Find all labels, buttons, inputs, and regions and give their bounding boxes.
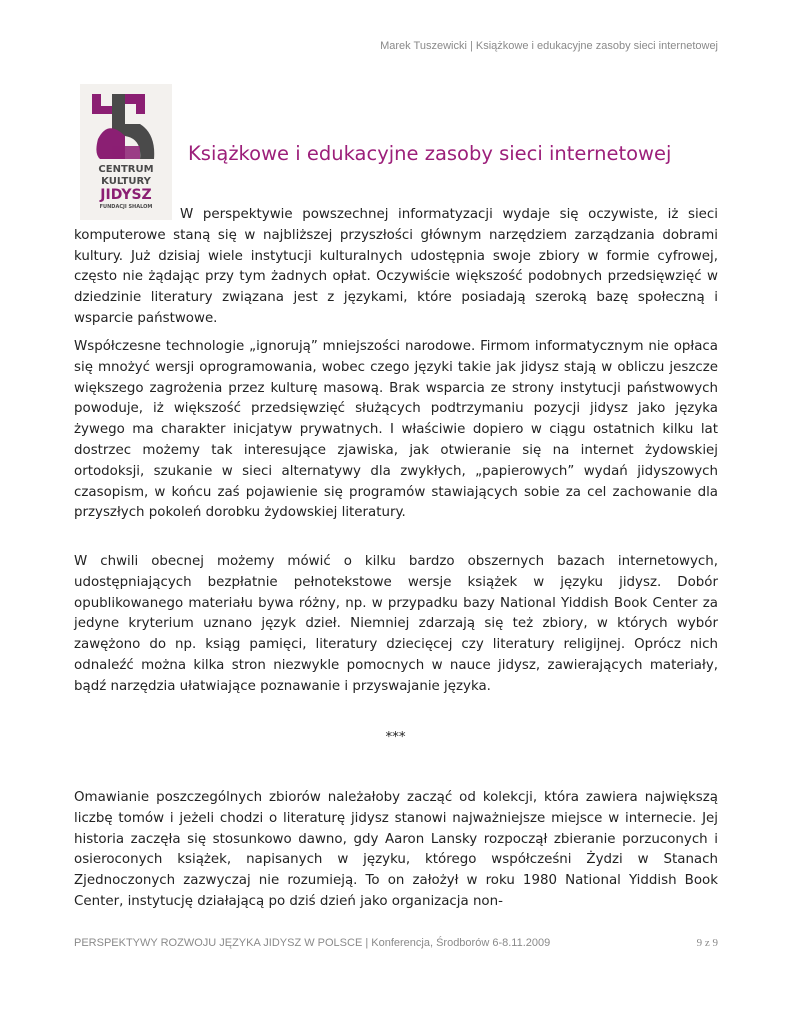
paragraph-2: Współczesne technologie „ignorują” mniejszości narodowe. Firmom informatycznym nie opłaca się mnożyć wersji oprogramowania, wobec czego języki takie jak jidysz stają w obliczu jeszcze większego zagrożenia przez kulturę masową. Brak wsparcia ze strony instytucji państwowych powoduje, iż większość przedsięwzięć służących podtrzymaniu pozycji jidysz jako języka żywego ma charakter inicjatyw prywatnych. I właściwie dopiero w ciągu ostatnich kilku lat dostrzec możemy tak interesujące zjawiska, jak otwieranie się na internet żydowskiej ortodoksji, szukanie w sieci alternatywy dla zwykłych, „papierowych” wydań jidyszowych czasopism, w końcu zaś pojawienie się programów stawiających sobie za cel zachowanie dla przyszłych pokoleń dorobku żydowskiej literatury.: [74, 339, 718, 521]
logo-graphic: [80, 84, 172, 220]
section-separator: ***: [385, 730, 406, 745]
page-title: Książkowe i edukacyjne zasoby sieci internetowej: [188, 142, 672, 165]
logo-line3: JIDYSZ: [100, 187, 152, 203]
paragraph-3: W chwili obecnej możemy mówić o kilku bardzo obszernych bazach internetowych, udostępniających bezpłatnie pełnotekstowe wersje książek w języku jidysz. Dobór opublikowanego materiału bywa różny, np. w przypadku bazy National Yiddish Book Center za jedyne kryterium uznano język dzieł. Niemniej zdarzają się też zbiory, w których wybór zawężono do np. ksiąg pamięci, literatury dziecięcej czy literatury religijnej. Oprócz nich odnaleźć można kilka stron niezwykle pomocnych w nauce jidysz, zawierających materiały, bądź narzędzia ułatwiające poznawanie i przyswajanie języka.: [74, 554, 718, 694]
paragraph-4: Omawianie poszczególnych zbiorów należałoby zacząć od kolekcji, która zawiera największą liczbę tomów i jeżeli chodzi o literaturę jidysz stanowi najważniejsze miejsce w internecie. Jej historia zaczęła się stosunkowo dawno, gdy Aaron Lansky rozpoczął zbieranie porzuconych i osieroconych książek, napisanych w języku, którego współcześni Żydzi w Stanach Zjednoczonych zazwyczaj nie rozumieją. To on założył w roku 1980 National Yiddish Book Center, instytucję działającą po dziś dzień jako organizacja non-: [74, 790, 718, 909]
logo-line4: FUNDACJI SHALOM: [99, 204, 153, 210]
paragraph-1: W perspektywie powszechnej informatyzacji wydaje się oczywiste, iż sieci komputerowe staną się w najbliższej przyszłości głównym narzędziem zarządzania dobrami kultury. Już dzisiaj wiele instytucji kulturalnych udostępnia swoje zbiory w formie cyfrowej, często nie żądając przy tym żadnych opłat. Oczywiście większość podobnych przedsięwzięć w dziedzinie literatury związana jest z językami, które posiadają szeroką bazę społeczną i wsparcie państwowe.: [74, 207, 718, 326]
page-number: 9 z 9: [696, 937, 718, 949]
running-header: Marek Tuszewicki | Książkowe i edukacyjne zasoby sieci internetowej: [380, 40, 718, 52]
footer-conference: PERSPEKTYWY ROZWOJU JĘZYKA JIDYSZ W POLSCE | Konferencja, Środborów 6-8.11.2009: [74, 937, 551, 949]
centrum-kultury-jidysz-logo: [80, 84, 172, 220]
logo-line2: KULTURY: [101, 176, 151, 187]
logo-line1: CENTRUM: [98, 164, 154, 175]
